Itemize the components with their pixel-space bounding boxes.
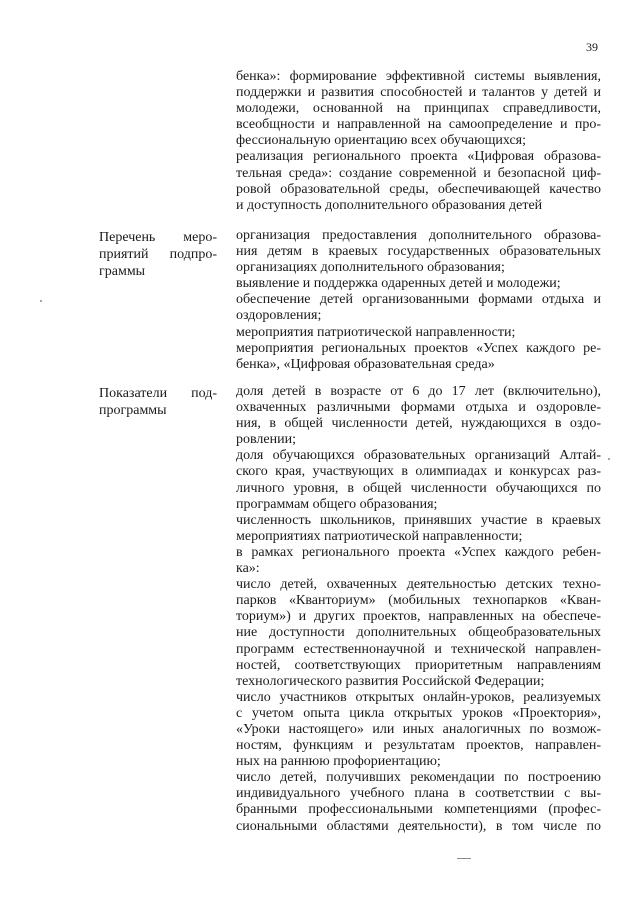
scan-speck xyxy=(608,458,610,460)
text-line: ка»: xyxy=(236,561,260,577)
text-line: фессиональную ориентацию всех обучающихся; xyxy=(236,133,527,149)
text-line: молодежи, основанной на принципах справедливости, xyxy=(236,101,601,117)
text-line: ных на раннюю профориентацию; xyxy=(236,754,441,770)
label-line: Перечень меро- xyxy=(99,230,217,245)
text-line: ториум») и других проектов, направленных на обеспече- xyxy=(236,609,601,625)
label-line: программы xyxy=(99,403,167,418)
text-line: всеобщности и направленной на самоопределение и про- xyxy=(236,117,601,133)
text-line: число детей, охваченных деятельностью детских техно- xyxy=(236,577,601,593)
text-line: число участников открытых онлайн-уроков, реализуемых xyxy=(236,689,601,705)
text-line: с учетом опыта цикла открытых уроков «Проектория», xyxy=(236,705,601,721)
text-line: выявление и поддержка одаренных детей и молодежи; xyxy=(236,276,561,292)
text-line: ностей, соответствующих приоритетным направлениям xyxy=(236,657,601,673)
page-number: 39 xyxy=(586,40,598,54)
text-line: ния детям в краевых государственных образовательных xyxy=(236,244,601,260)
measures-label xyxy=(99,229,217,280)
text-line: ровлении; xyxy=(236,432,296,448)
text-line: бенка», «Цифровая образовательная среда» xyxy=(236,356,495,372)
text-line: сиональными областями деятельности), в том числе по xyxy=(236,818,601,834)
text-line: тельная среда»: создание современной и безопасной циф- xyxy=(236,165,601,181)
text-line: охваченных различными формами отдыха и оздоровле- xyxy=(236,400,601,416)
indicators-text xyxy=(236,384,601,835)
text-line: в рамках регионального проекта «Успех каждого ребен- xyxy=(236,544,601,560)
text-line: и доступность дополнительного образования детей xyxy=(236,197,543,213)
text-line: ровой образовательной среды, обеспечивающей качество xyxy=(236,181,601,197)
label-line: Показатели под- xyxy=(99,386,217,401)
text-line: «Уроки настоящего» или иных аналогичных по возмож- xyxy=(236,721,601,737)
text-line: бенка»: формирование эффективной системы выявления, xyxy=(236,69,601,84)
text-line: мероприятия патриотической направленности; xyxy=(236,324,516,340)
text-line: ния, в общей численности детей, нуждающихся в оздо- xyxy=(236,416,601,432)
label-line: приятий подпро- xyxy=(99,247,217,262)
scan-speck xyxy=(40,300,42,302)
indicators-label xyxy=(99,385,217,419)
text-line: доля детей в возрасте от 6 до 17 лет (включительно), xyxy=(236,384,601,399)
text-line: мероприятиях патриотической направленности; xyxy=(236,528,523,544)
text-line: обеспечение детей организованными формами отдыха и xyxy=(236,292,601,308)
text-line: ского края, участвующих в олимпиадах и конкурсах раз- xyxy=(236,464,601,480)
text-line: технологического развития Российской Федерации; xyxy=(236,673,545,689)
text-line: мероприятия региональных проектов «Успех каждого ре- xyxy=(236,340,601,356)
text-line: личного уровня, в общей численности обучающихся по xyxy=(236,480,601,496)
text-line: реализация регионального проекта «Цифровая образова- xyxy=(236,149,601,165)
intro-text xyxy=(236,69,601,214)
text-line: доля обучающихся образовательных организаций Алтай- xyxy=(236,448,601,464)
label-line: граммы xyxy=(99,264,146,279)
text-line: организация предоставления дополнительного образова- xyxy=(236,228,601,243)
text-line: оздоровления; xyxy=(236,308,322,324)
text-line: численность школьников, принявших участие в краевых xyxy=(236,512,601,528)
text-line: бранными профессиональными компетенциями (профес- xyxy=(236,802,601,818)
text-line: программ естественнонаучной и технической направлен- xyxy=(236,641,601,657)
measures-text xyxy=(236,228,601,373)
text-line: индивидуального учебного плана в соответствии с вы- xyxy=(236,786,601,802)
scan-speck xyxy=(457,858,471,859)
text-line: ностям, функциям и результатам проектов, направлен- xyxy=(236,738,601,754)
text-line: организациях дополнительного образования; xyxy=(236,260,505,276)
text-line: ние доступности дополнительных общеобразовательных xyxy=(236,625,601,641)
text-line: число детей, получивших рекомендации по построению xyxy=(236,770,601,786)
text-line: программам общего образования; xyxy=(236,496,438,512)
text-line: парков «Кванториум» (мобильных технопарков «Кван- xyxy=(236,593,601,609)
text-line: поддержки и развития способностей и талантов у детей и xyxy=(236,85,601,101)
